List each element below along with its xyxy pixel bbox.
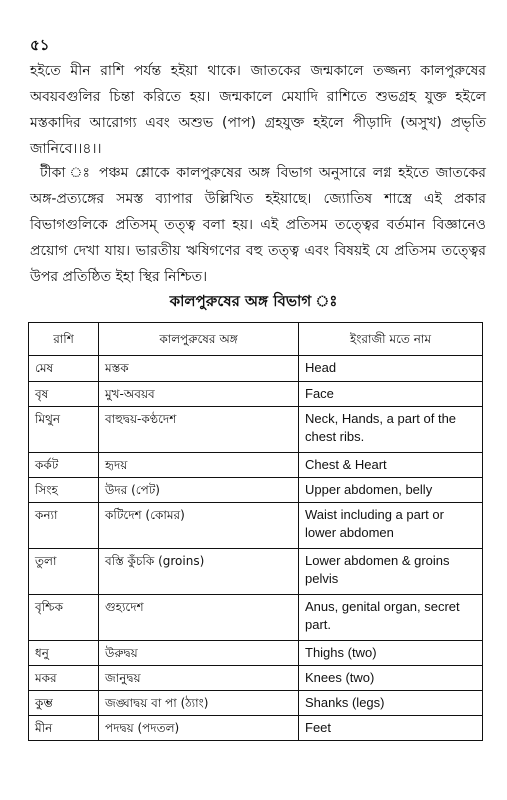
cell-anga: কটিদেশ (কোমর) xyxy=(99,503,299,549)
cell-english: Waist including a part or lower abdomen xyxy=(299,503,483,549)
cell-english: Neck, Hands, a part of the chest ribs. xyxy=(299,407,483,453)
table-row xyxy=(29,549,483,595)
cell-anga: জঙ্ঘাদ্বয় বা পা (ঠ্যাং) xyxy=(99,691,299,716)
cell-anga: পদদ্বয় (পদতল) xyxy=(99,716,299,741)
cell-rashi: মকর xyxy=(29,666,99,691)
table-row xyxy=(29,478,483,503)
table-row xyxy=(29,356,483,382)
cell-english: Chest & Heart xyxy=(299,453,483,478)
table-row xyxy=(29,503,483,549)
cell-rashi: মিথুন xyxy=(29,407,99,453)
cell-english: Face xyxy=(299,382,483,407)
cell-anga: উরুদ্বয় xyxy=(99,641,299,666)
page-number: ৫১ xyxy=(30,36,50,54)
header-anga: কালপুরুষের অঙ্গ xyxy=(99,323,299,356)
cell-anga: গুহ্যদেশ xyxy=(99,595,299,641)
cell-english: Thighs (two) xyxy=(299,641,483,666)
cell-english: Lower abdomen & groins pelvis xyxy=(299,549,483,595)
cell-english: Shanks (legs) xyxy=(299,691,483,716)
header-english: ইংরাজী মতে নাম xyxy=(299,323,483,356)
cell-anga: জানুদ্বয় xyxy=(99,666,299,691)
table-row xyxy=(29,716,483,741)
cell-english: Upper abdomen, belly xyxy=(299,478,483,503)
table-row xyxy=(29,691,483,716)
cell-rashi: মীন xyxy=(29,716,99,741)
table-title: কালপুরুষের অঙ্গ বিভাগ ঃ xyxy=(169,292,338,310)
cell-rashi: মেষ xyxy=(29,356,99,382)
cell-rashi: কুম্ভ xyxy=(29,691,99,716)
cell-rashi: সিংহ xyxy=(29,478,99,503)
cell-anga: উদর (পেট) xyxy=(99,478,299,503)
body-part-table xyxy=(28,322,483,741)
cell-rashi: তুলা xyxy=(29,549,99,595)
cell-english: Feet xyxy=(299,716,483,741)
cell-anga: হৃদয় xyxy=(99,453,299,478)
paragraph-verse-end: হইতে মীন রাশি পর্যন্ত হইয়া থাকে। জাতকের জন্মকালে তজ্জন্য কালপুরুষের অবয়বগুলির চিন্তা করিতে হয়। জন্মকালে মেযাদি রাশিতে শুভগ্রহ যুক্ত হইলে মস্তকাদির আরোগ্য এবং অশুভ (পাপ) গ্রহযুক্ত হইলে পীড়াদি (অসুখ) প্রভৃতি জানিবে।।৪।। xyxy=(30,63,486,157)
cell-english: Anus, genital organ, secret part. xyxy=(299,595,483,641)
table-row xyxy=(29,595,483,641)
cell-rashi: কর্কট xyxy=(29,453,99,478)
cell-english: Head xyxy=(299,356,483,382)
table-header-row xyxy=(29,323,483,356)
paragraph-commentary: টীকা ঃ পঞ্চম শ্লোকে কালপুরুষের অঙ্গ বিভাগ অনুসারে লগ্ন হইতে জাতকের অঙ্গ-প্রত্যঙ্গের সমস্ত ব্যাপার উল্লিখিত হইয়াছে। জ্যোতিষ শাস্ত্রে এই প্রকার বিভাগগুলিকে প্রতিসম্ তত্ত্ব বলা হয়। এই প্রতিসম তত্ত্বের বর্তমান বিজ্ঞানেও প্রয়োগ দেখা যায়। ভারতীয় ঋষিগণের বহু তত্ত্ব এবং বিষয়ই যে প্রতিসম তত্ত্বের উপর প্রতিষ্ঠিত ইহা স্থির নিশ্চিত। xyxy=(30,165,486,285)
cell-rashi: বৃশ্চিক xyxy=(29,595,99,641)
cell-anga: বাহুদ্বয়-কণ্ঠদেশ xyxy=(99,407,299,453)
cell-english: Knees (two) xyxy=(299,666,483,691)
table-row xyxy=(29,382,483,407)
table-row xyxy=(29,641,483,666)
table-row xyxy=(29,453,483,478)
cell-anga: মস্তক xyxy=(99,356,299,382)
cell-anga: বস্তি কুঁচকি (groins) xyxy=(99,549,299,595)
table-row xyxy=(29,666,483,691)
cell-rashi: বৃষ xyxy=(29,382,99,407)
header-rashi: রাশি xyxy=(29,323,99,356)
cell-rashi: ধনু xyxy=(29,641,99,666)
cell-anga: মুখ-অবয়ব xyxy=(99,382,299,407)
cell-rashi: কন্যা xyxy=(29,503,99,549)
table-row xyxy=(29,407,483,453)
